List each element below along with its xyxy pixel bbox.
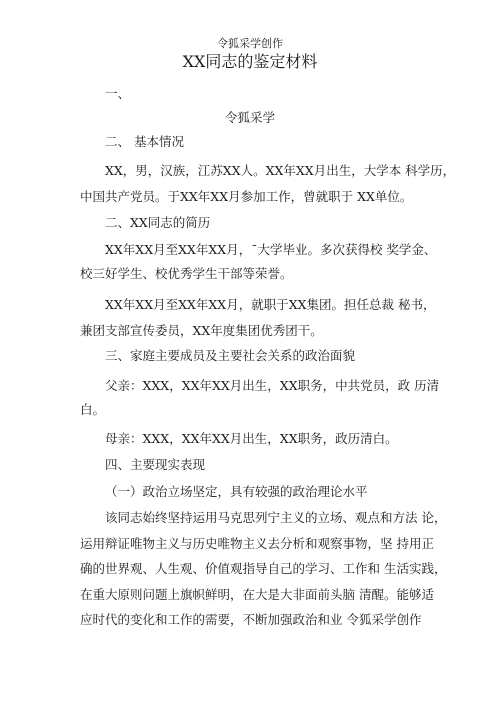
body-line: 母亲：XXX，XX年XX月出生，XX职务，政历清白。 — [105, 431, 398, 446]
body-line: 校三好学生、校优秀学生干部等荣誉。 — [80, 266, 293, 281]
body-line: 白。 — [80, 402, 106, 417]
body-line: 确的世界观、人生观、价值观指导自己的学习、工作和 生活实践， — [80, 561, 447, 576]
body-line: 在重大原则问题上旗帜鲜明，在大是大非面前头脑 清醒。能够适 — [80, 587, 434, 602]
body-line: 中国共产党员。于XX年XX月参加工作，曾就职于 XX单位。 — [80, 189, 413, 204]
body-line: 该同志始终坚持运用马克思列宁主义的立场、观点和方法 论， — [105, 510, 447, 525]
body-line: 运用辩证唯物主义与历史唯物主义去分析和观察事物，坚 持用正 — [80, 536, 434, 551]
section-marker: 一、 — [105, 86, 131, 101]
body-line: XX年XX月至XX年XX月，就职于XX集团。担任总裁 秘书， — [105, 297, 436, 312]
section-heading-family: 三、家庭主要成员及主要社会关系的政治面貌 — [105, 348, 356, 363]
section-heading-basic-info: 二、 基本情况 — [105, 134, 184, 149]
page-header: 令狐采学创作 — [217, 37, 283, 50]
body-line: 兼团支部宣传委员，XX年度集团优秀团干。 — [80, 323, 323, 338]
section-heading-performance: 四、主要现实表现 — [105, 457, 206, 472]
document-title: XX同志的鉴定材料 — [182, 52, 318, 71]
body-line: 应时代的变化和工作的需要，不断加强政治和业 令狐采学创作 — [80, 612, 422, 627]
section-heading-resume: 二、XX同志的简历 — [105, 215, 211, 230]
body-line: 父亲：XXX，XX年XX月出生，XX职务，中共党员，政 历清 — [105, 378, 440, 393]
body-line: XX年XX月至XX年XX月，ˉ大学毕业。多次获得校 奖学金、 — [105, 242, 437, 257]
author-name: 令狐采学 — [224, 110, 275, 125]
body-line: XX，男，汉族，江苏XX人。XX年XX月出生，大学本 科学历， — [105, 163, 456, 178]
subsection-heading-political: （一）政治立场坚定，具有较强的政治理论水平 — [105, 484, 368, 499]
